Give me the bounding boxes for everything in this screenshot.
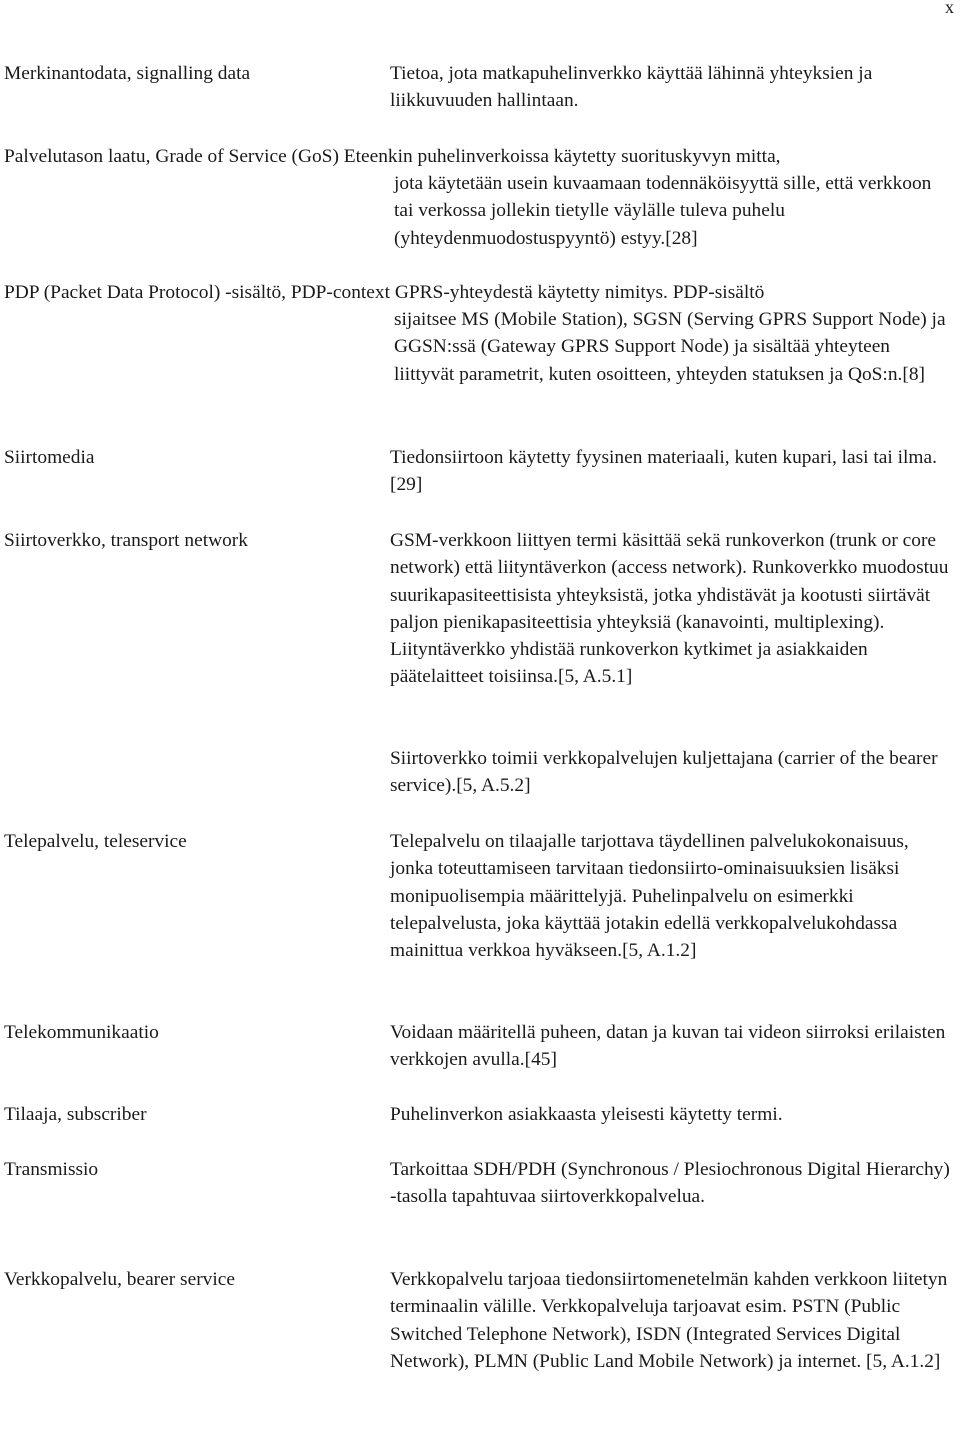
term-siirtomedia: Siirtomedia	[4, 447, 95, 468]
definition-siirtoverkko: GSM-verkkoon liittyen termi käsittää sekä runkoverkon (trunk or core network) että liityntäverkon (access network). Runkoverkko muodostuu suurikapasiteettisista yhteyksistä, jotka yhdistävät ja kootusti siirtävät paljon pienikapasiteettisia yhteyksiä (kanavointi, multiplexing). Liityntäverkko yhdistää runkoverkon kytkimet ja asiakkaiden päätelaitteet toisiinsa.[5, A.5.1]	[390, 530, 949, 688]
definition-merkinantodata: Tietoa, jota matkapuhelinverkko käyttää lähinnä yhteyksien ja liikkuvuuden hallintaan.	[390, 63, 873, 112]
term-siirtoverkko: Siirtoverkko, transport network	[4, 530, 248, 551]
term-telekommunikaatio: Telekommunikaatio	[4, 1022, 159, 1043]
definition-tilaaja: Puhelinverkon asiakkaasta yleisesti käytetty termi.	[390, 1104, 783, 1125]
term-pdp-context: PDP (Packet Data Protocol) -sisältö, PDP-context GPRS-yhteydestä käytetty nimitys. PDP-sisältö	[4, 282, 765, 303]
term-merkinantodata: Merkinantodata, signalling data	[4, 63, 251, 84]
term-palvelutason-laatu: Palvelutason laatu, Grade of Service (GoS) Eteenkin puhelinverkoissa käytetty suorituskyvyn mitta,	[4, 146, 781, 167]
definition-telepalvelu: Telepalvelu on tilaajalle tarjottava täydellinen palvelukokonaisuus, jonka toteuttamiseen tarvitaan tiedonsiirto-ominaisuuksien lisäksi monipuolisempia määrittelyjä. Puhelinpalvelu on esimerkki telepalvelusta, joka käyttää jotakin edellä verkkopalvelukohdassa mainittua verkkoa hyväkseen.[5, A.1.2]	[390, 831, 909, 962]
term-tilaaja: Tilaaja, subscriber	[4, 1104, 147, 1125]
definition-siirtoverkko-2: Siirtoverkko toimii verkkopalvelujen kuljettajana (carrier of the bearer service).[5, A.5.2]	[390, 748, 938, 797]
definition-pdp-context: sijaitsee MS (Mobile Station), SGSN (Serving GPRS Support Node) ja GGSN:ssä (Gateway GPRS Support Node) ja sisältää yhteyteen liittyvät parametrit, kuten osoitteen, yhteyden statuksen ja QoS:n.[8]	[394, 309, 946, 385]
definition-palvelutason-laatu: jota käytetään usein kuvaamaan todennäköisyyttä sille, että verkkoon tai verkossa jollekin tietylle väylälle tuleva puhelu (yhteydenmuodostuspyyntö) estyy.[28]	[394, 173, 932, 249]
definition-telekommunikaatio: Voidaan määritellä puheen, datan ja kuvan tai videon siirroksi erilaisten verkkojen avulla.[45]	[390, 1022, 946, 1071]
term-verkkopalvelu: Verkkopalvelu, bearer service	[4, 1269, 235, 1290]
term-transmissio: Transmissio	[4, 1159, 99, 1180]
term-telepalvelu: Telepalvelu, teleservice	[4, 831, 187, 852]
definition-verkkopalvelu: Verkkopalvelu tarjoaa tiedonsiirtomenetelmän kahden verkkoon liitetyn terminaalin välille. Verkkopalveluja tarjoavat esim. PSTN (Public Switched Telephone Network), ISDN (Integrated Services Digital Network), PLMN (Public Land Mobile Network) ja internet. [5, A.1.2]	[390, 1269, 948, 1372]
page-number: x	[945, 0, 954, 17]
definition-siirtomedia: Tiedonsiirtoon käytetty fyysinen materiaali, kuten kupari, lasi tai ilma.[29]	[390, 447, 937, 496]
definition-transmissio: Tarkoittaa SDH/PDH (Synchronous / Plesiochronous Digital Hierarchy) -tasolla tapahtuvaa siirtoverkkopalvelua.	[390, 1159, 950, 1208]
